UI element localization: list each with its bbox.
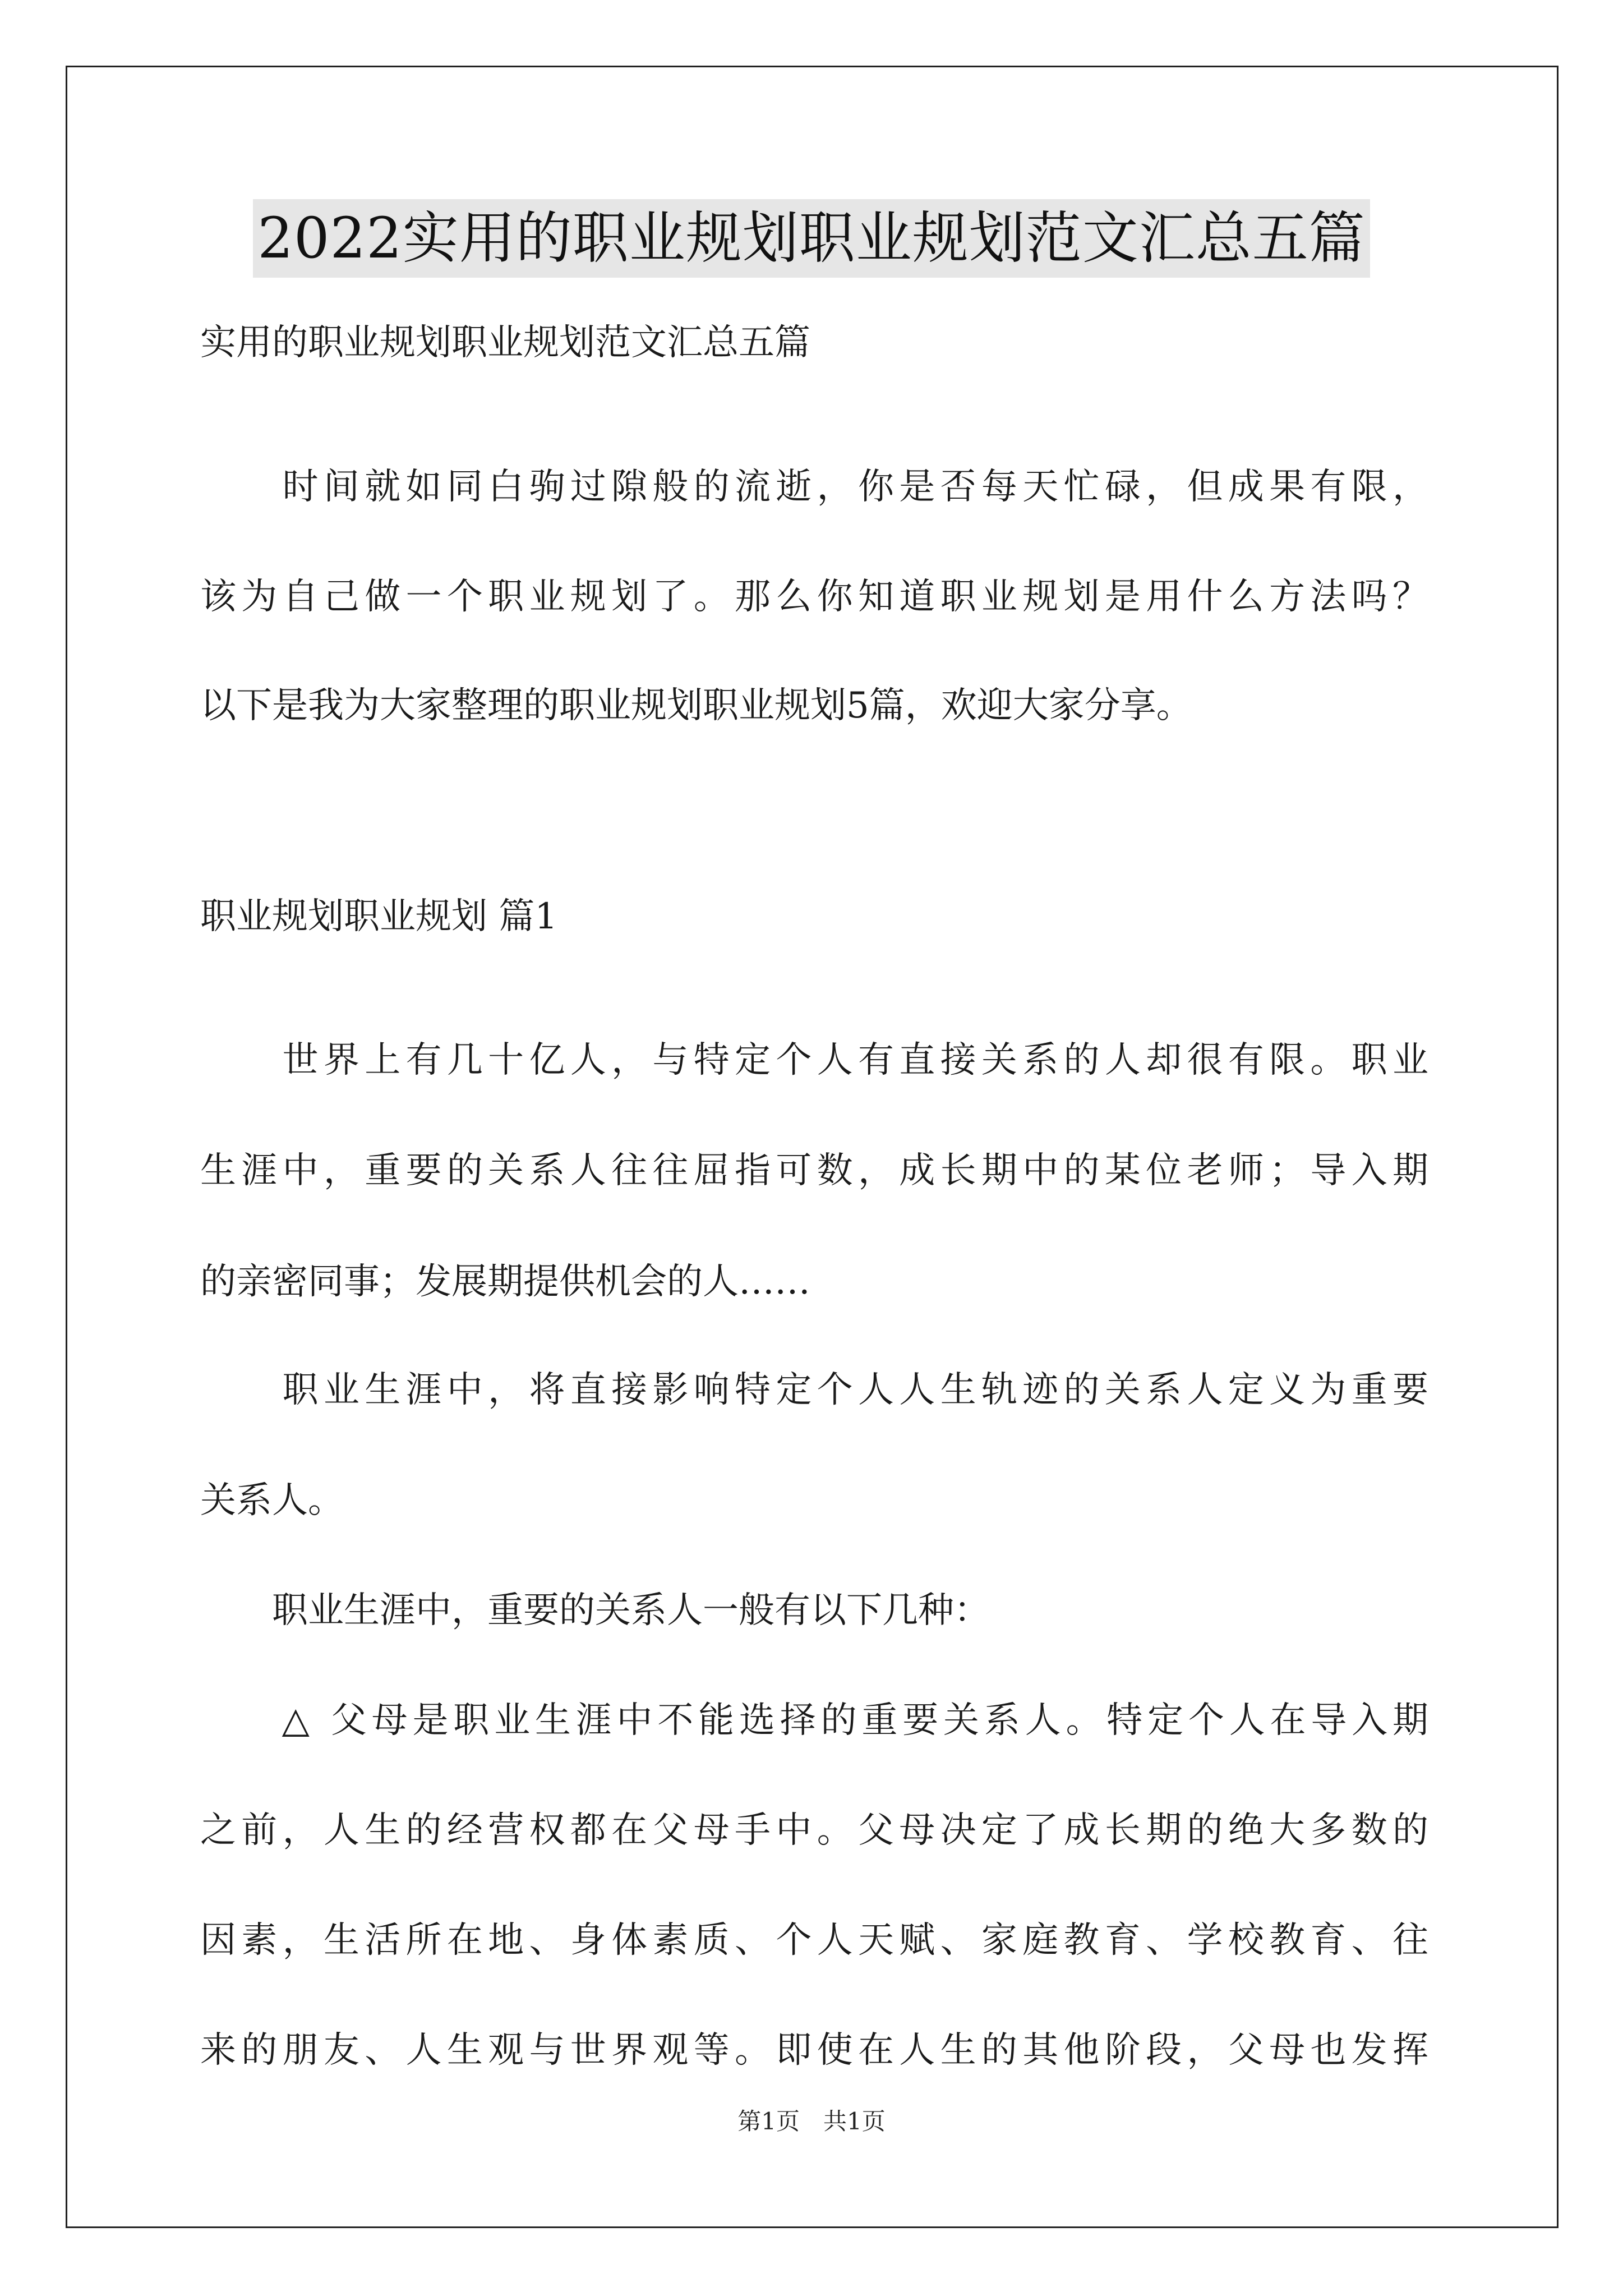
body-line: 以下是我为大家整理的职业规划职业规划5篇，欢迎大家分享。 bbox=[200, 685, 1192, 726]
page-footer: 第1页 共1页 bbox=[737, 2108, 886, 2135]
section-heading: 职业规划职业规划 篇1 bbox=[200, 896, 558, 937]
body-line: 之前，人生的经营权都在父母手中。父母决定了成长期的绝大多数的 bbox=[200, 1810, 1428, 1851]
document-title: 2022实用的职业规划职业规划范文汇总五篇 bbox=[253, 199, 1370, 278]
body-line: 职业生涯中，重要的关系人一般有以下几种： bbox=[200, 1590, 990, 1631]
body-line: 的亲密同事；发展期提供机会的人…… bbox=[200, 1261, 810, 1303]
body-line: 时间就如同白驹过隙般的流逝，你是否每天忙碌，但成果有限， bbox=[200, 466, 1428, 508]
body-line: 世界上有几十亿人，与特定个人有直接关系的人却很有限。职业 bbox=[200, 1039, 1428, 1081]
body-line: 来的朋友、人生观与世界观等。即使在人生的其他阶段，父母也发挥 bbox=[200, 2030, 1428, 2071]
body-line: 关系人。 bbox=[200, 1480, 344, 1521]
title-container bbox=[0, 199, 1623, 278]
body-line: 该为自己做一个职业规划了。那么你知道职业规划是用什么方法吗？ bbox=[200, 576, 1428, 618]
body-line: 生涯中，重要的关系人往往屈指可数，成长期中的某位老师；导入期 bbox=[200, 1150, 1428, 1191]
subtitle-line: 实用的职业规划职业规划范文汇总五篇 bbox=[200, 322, 810, 364]
body-line: 职业生涯中，将直接影响特定个人人生轨迹的关系人定义为重要 bbox=[200, 1369, 1428, 1411]
body-line: 因素，生活所在地、身体素质、个人天赋、家庭教育、学校教育、往 bbox=[200, 1920, 1428, 1961]
body-line: △ 父母是职业生涯中不能选择的重要关系人。特定个人在导入期 bbox=[200, 1700, 1428, 1741]
